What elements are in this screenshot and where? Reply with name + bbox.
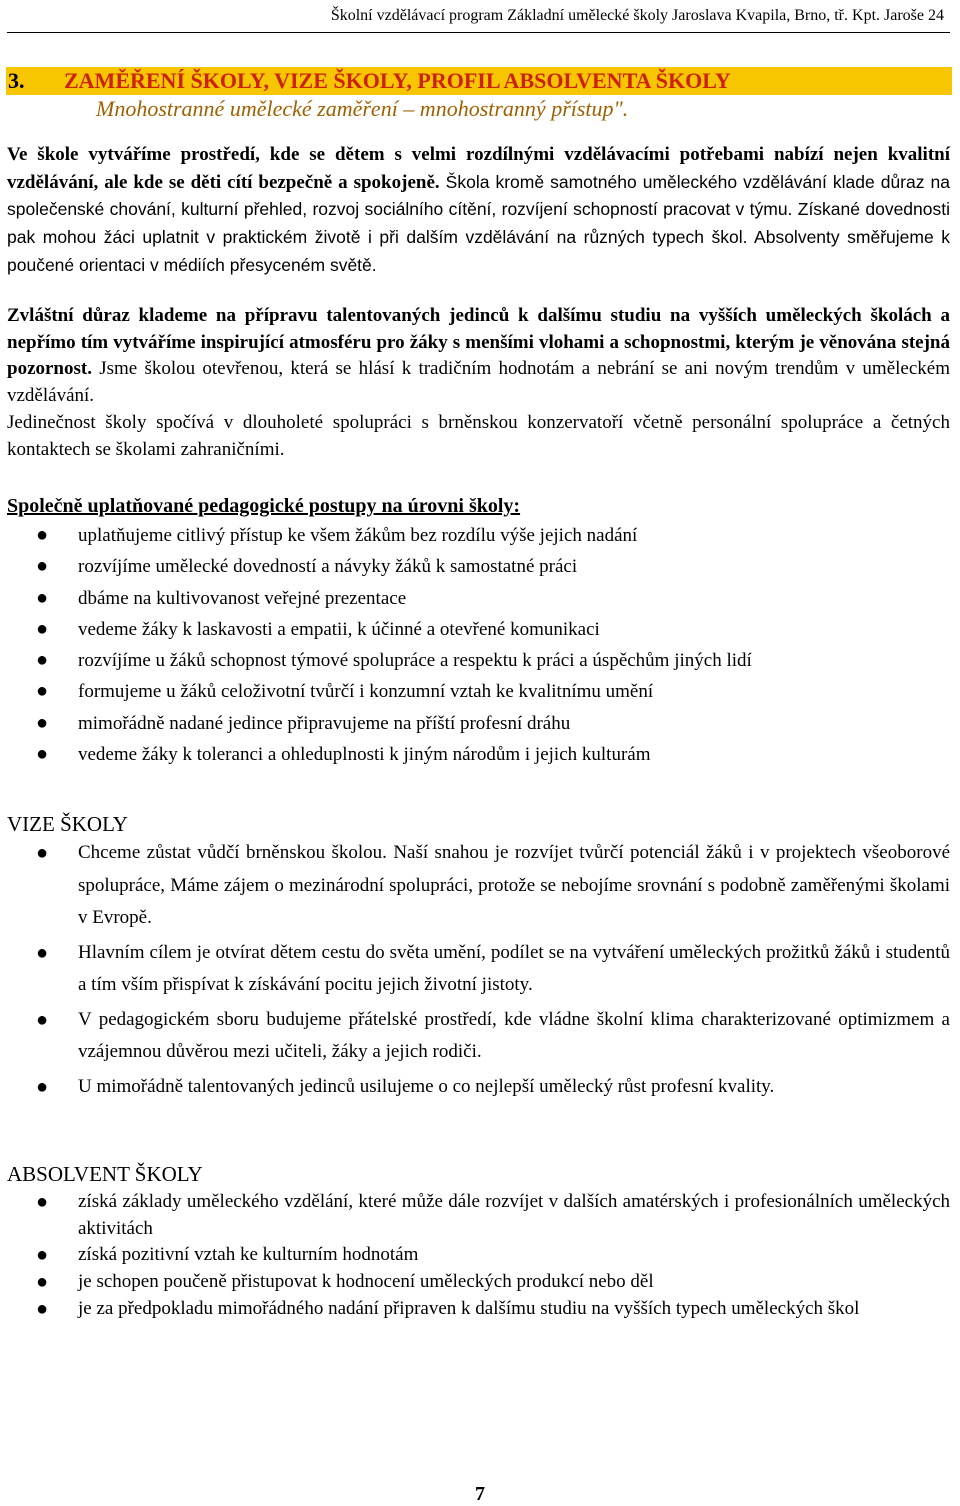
pedagogy-item (0, 645, 950, 676)
intro-paragraph-3: Jedinečnost školy spočívá v dlouholeté spolupráci s brněnskou konzervatoří včetně personální spolupráce a četných kontaktech se školami zahraničními. (7, 412, 950, 460)
list-item-text: je za předpokladu mimořádného nadání připraven k dalšímu studiu na vyšších typech uměleckých škol (78, 1297, 860, 1319)
bullet-icon: ● (36, 711, 49, 734)
list-item-text: mimořádně nadané jedince připravujeme na příští profesní dráhu (78, 712, 571, 734)
intro-p2-rest: Jsme školou otevřenou, která se hlásí k tradičním hodnotám a nebrání se ani novým trendům v uměleckém vzdělávání. (7, 358, 950, 407)
intro-p2-bold: Zvláštní důraz klademe na přípravu talentovaných jedinců k dalšímu studiu na vyšších uměleckých školách a nepřímo tím vytváříme inspirující atmosféru pro žáky s menšími vlohami a schopnostmi, kterým je věnována stejná pozornost. (7, 305, 950, 380)
pedagogy-list (0, 520, 950, 770)
list-item-text: získá pozitivní vztah ke kulturním hodnotám (78, 1244, 419, 1266)
list-item-text: uplatňujeme citlivý přístup ke všem žákům bez rozdílu výše jejich nadání (78, 525, 638, 546)
page-number: 7 (475, 1483, 485, 1505)
vision-list (0, 837, 950, 1103)
graduate-item (0, 1242, 950, 1269)
pedagogy-heading: Společně uplatňované pedagogické postupy na úrovni školy: (7, 495, 521, 517)
bullet-icon: ● (36, 1271, 49, 1294)
list-item-text: vedeme žáky k toleranci a ohleduplnosti k jiným národům i jejich kulturám (78, 744, 651, 766)
bullet-icon: ● (36, 555, 49, 578)
bullet-icon: ● (36, 1075, 49, 1098)
list-item-text: dbáme na kultivovanost veřejné prezentace (78, 587, 407, 609)
pedagogy-item (0, 614, 950, 645)
list-item-text: Chceme zůstat vůdčí brněnskou školou. Naší snahou je rozvíjet tvůrčí potenciál žáků i v projektech všeoborové spolupráce, Máme zájem o mezinárodní spolupráci, protože se nebojíme srovnání s podobně zaměřenými školami v Evropě. (78, 842, 950, 928)
list-item-text: U mimořádně talentovaných jedinců usilujeme o co nejlepší umělecký růst profesní kvality. (78, 1075, 775, 1097)
section-title (8, 67, 731, 95)
graduate-item (0, 1189, 950, 1242)
list-item-text: je schopen poučeně přistupovat k hodnocení uměleckých produkcí nebo děl (78, 1271, 654, 1293)
graduate-item (0, 1296, 950, 1323)
pedagogy-item (0, 676, 950, 707)
bullet-icon: ● (36, 842, 49, 864)
vision-item (0, 937, 950, 1002)
list-item-text: získá základy uměleckého vzdělání, které může dále rozvíjet v dalších amatérských i profesionálních uměleckých aktivitách (78, 1191, 950, 1239)
intro-p1-rest: Škola kromě samotného uměleckého vzdělávání klade důraz na společenské chování, kulturní přehled, rozvoj sociálního cítění, rozvíjení schopností pracovat v týmu. Získané dovednosti pak mohou žáci uplatnit v praktickém životě i při dalším vzdělávání na různých typech škol. Absolventy směřujeme k poučené orientaci v médiích přesyceném světě. (7, 171, 950, 275)
intro-p1-bold: Ve škole vytváříme prostředí, kde se dětem s velmi rozdílnými vzdělávacími potřebami nabízí nejen kvalitní vzdělávání, ale kde se děti cítí bezpečně a spokojeně. (7, 144, 950, 193)
bullet-icon: ● (36, 617, 49, 640)
graduate-item (0, 1269, 950, 1296)
pedagogy-item (0, 520, 950, 551)
page-header: Školní vzdělávací program Základní umělecké školy Jaroslava Kvapila, Brno, tř. Kpt. Jaroše 24 (330, 7, 944, 24)
pedagogy-item (0, 583, 950, 614)
intro-paragraph-1 (7, 142, 950, 280)
list-item-text: V pedagogickém sboru budujeme přátelské prostředí, kde vládne školní klima charakterizované optimizmem a vzájemnou důvěrou mezi učiteli, žáky a jejich rodiči. (78, 1008, 950, 1062)
vision-item (0, 1071, 950, 1104)
list-item-text: Hlavním cílem je otvírat dětem cestu do světa umění, podílet se na vytváření uměleckých prožitků žáků i studentů a tím vším přispívat k získávání pocitu jejich životní jistoty. (78, 941, 950, 995)
vision-item (0, 1004, 950, 1069)
list-item-text: rozvíjíme umělecké dovedností a návyky žáků k samostatné práci (78, 556, 578, 578)
section-subtitle: Mnohostranné umělecké zaměření – mnohostranný přístup". (96, 96, 629, 121)
pedagogy-item (0, 708, 950, 739)
section-title-text: ZAMĚŘENÍ ŠKOLY, VIZE ŠKOLY, PROFIL ABSOLVENTA ŠKOLY (64, 68, 731, 93)
graduate-list (0, 1189, 950, 1323)
bullet-icon: ● (36, 1008, 49, 1031)
pedagogy-item (0, 551, 950, 582)
vision-heading: VIZE ŠKOLY (7, 812, 128, 836)
list-item-text: rozvíjíme u žáků schopnost týmové spolupráce a respektu k práci a úspěchům jiných lidí (78, 650, 752, 672)
bullet-icon: ● (36, 941, 49, 964)
bullet-icon: ● (36, 1297, 49, 1320)
bullet-icon: ● (36, 743, 49, 766)
intro-paragraph-2 (7, 303, 950, 410)
header-rule (7, 32, 950, 33)
list-item-text: formujeme u žáků celoživotní tvůrčí i konzumní vztah ke kvalitnímu umění (78, 681, 654, 703)
vision-item (0, 837, 950, 935)
list-item-text: vedeme žáky k laskavosti a empatii, k účinné a otevřené komunikaci (78, 618, 600, 640)
bullet-icon: ● (36, 649, 49, 672)
section-number: 3. (8, 68, 25, 93)
bullet-icon: ● (36, 586, 49, 609)
bullet-icon: ● (36, 524, 49, 546)
bullet-icon: ● (36, 680, 49, 703)
bullet-icon: ● (36, 1244, 49, 1267)
pedagogy-item (0, 739, 950, 770)
bullet-icon: ● (36, 1191, 49, 1213)
graduate-heading: ABSOLVENT ŠKOLY (7, 1162, 203, 1186)
